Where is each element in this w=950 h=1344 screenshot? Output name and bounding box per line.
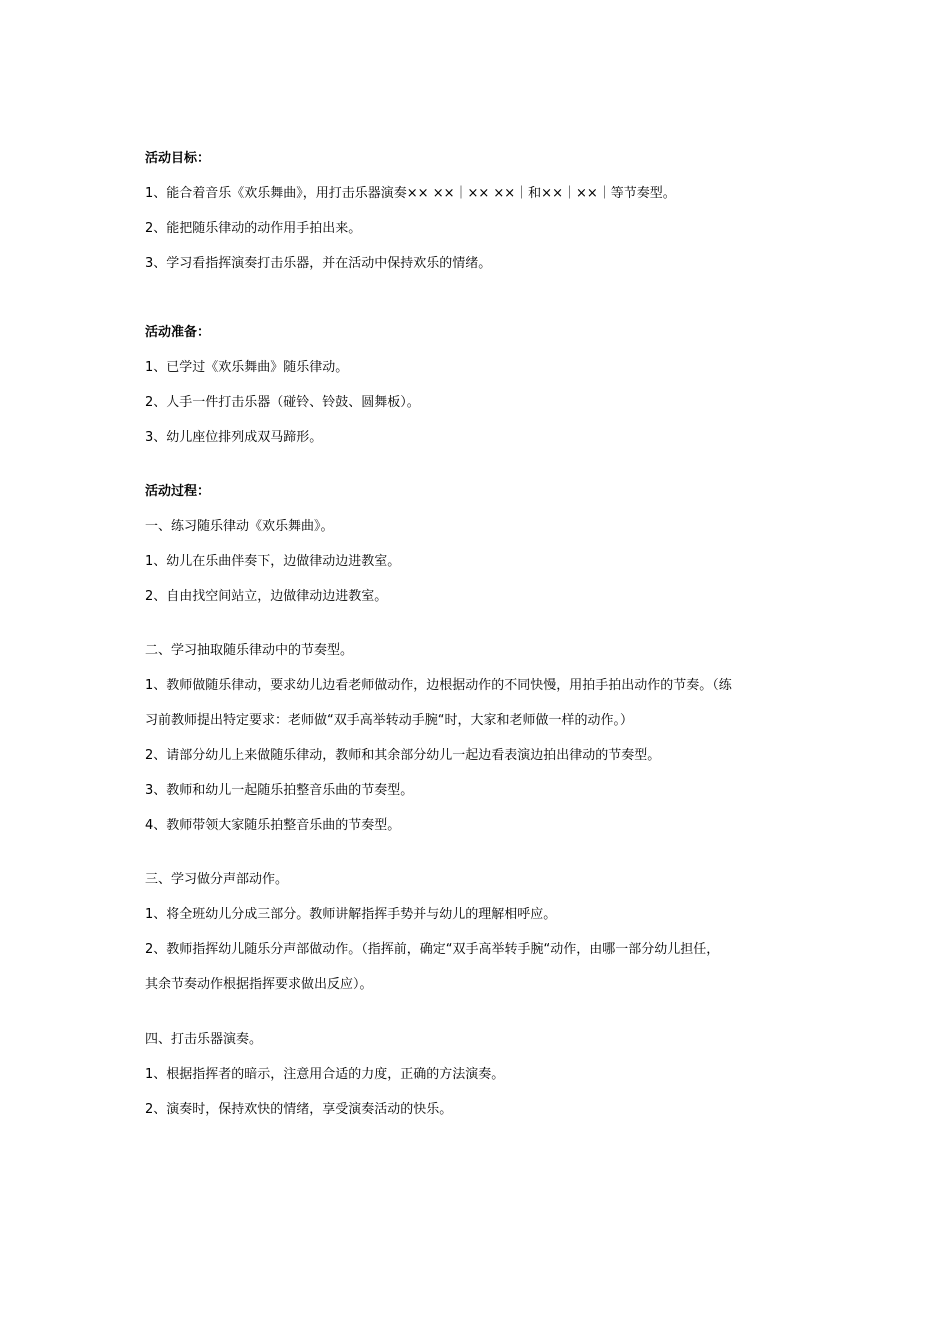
process-part2-item: 4、教师带领大家随乐拍整音乐曲的节奏型。: [145, 818, 401, 833]
prep-item: 1、已学过《欢乐舞曲》随乐律动。: [145, 360, 349, 375]
process-part1-title: 一、练习随乐律动《欢乐舞曲》。: [145, 519, 334, 534]
process-part2-item: 3、教师和幼儿一起随乐拍整音乐曲的节奏型。: [145, 783, 414, 798]
goals-item: 1、能合着音乐《欢乐舞曲》，用打击乐器演奏×× ××｜×× ××｜和××｜××｜等节奏型。: [145, 186, 676, 201]
process-part2-item: 2、请部分幼儿上来做随乐律动，教师和其余部分幼儿一起边看表演边拍出律动的节奏型。: [145, 748, 661, 763]
goals-heading: 活动目标：: [145, 151, 211, 166]
prep-item: 2、人手一件打击乐器（碰铃、铃鼓、圆舞板）。: [145, 395, 420, 410]
process-part2-item: 习前教师提出特定要求：老师做“双手高举转动手腕“时，大家和老师做一样的动作。）: [145, 713, 633, 728]
process-part3-item: 2、教师指挥幼儿随乐分声部做动作。（指挥前，确定“双手高举转手腕“动作，由哪一部分幼儿担任，: [145, 942, 720, 957]
process-part1-item: 2、自由找空间站立，边做律动边进教室。: [145, 589, 388, 604]
process-heading: 活动过程：: [145, 484, 211, 499]
process-part3-title: 三、学习做分声部动作。: [145, 872, 289, 887]
goals-item: 2、能把随乐律动的动作用手拍出来。: [145, 221, 362, 236]
process-part1-item: 1、幼儿在乐曲伴奏下，边做律动边进教室。: [145, 554, 401, 569]
goals-item: 3、学习看指挥演奏打击乐器，并在活动中保持欢乐的情绪。: [145, 256, 492, 271]
prep-heading: 活动准备：: [145, 325, 211, 340]
process-part4-title: 四、打击乐器演奏。: [145, 1032, 263, 1047]
process-part2-item: 1、教师做随乐律动，要求幼儿边看老师做动作，边根据动作的不同快慢，用拍手拍出动作的节奏。（练: [145, 678, 732, 693]
process-part3-item: 其余节奏动作根据指挥要求做出反应）。: [145, 977, 373, 992]
prep-item: 3、幼儿座位排列成双马蹄形。: [145, 430, 323, 445]
process-part4-item: 1、根据指挥者的暗示，注意用合适的力度，正确的方法演奏。: [145, 1067, 505, 1082]
process-part3-item: 1、将全班幼儿分成三部分。教师讲解指挥手势并与幼儿的理解相呼应。: [145, 907, 557, 922]
process-part4-item: 2、演奏时，保持欢快的情绪，享受演奏活动的快乐。: [145, 1102, 453, 1117]
process-part2-title: 二、学习抽取随乐律动中的节奏型。: [145, 643, 354, 658]
